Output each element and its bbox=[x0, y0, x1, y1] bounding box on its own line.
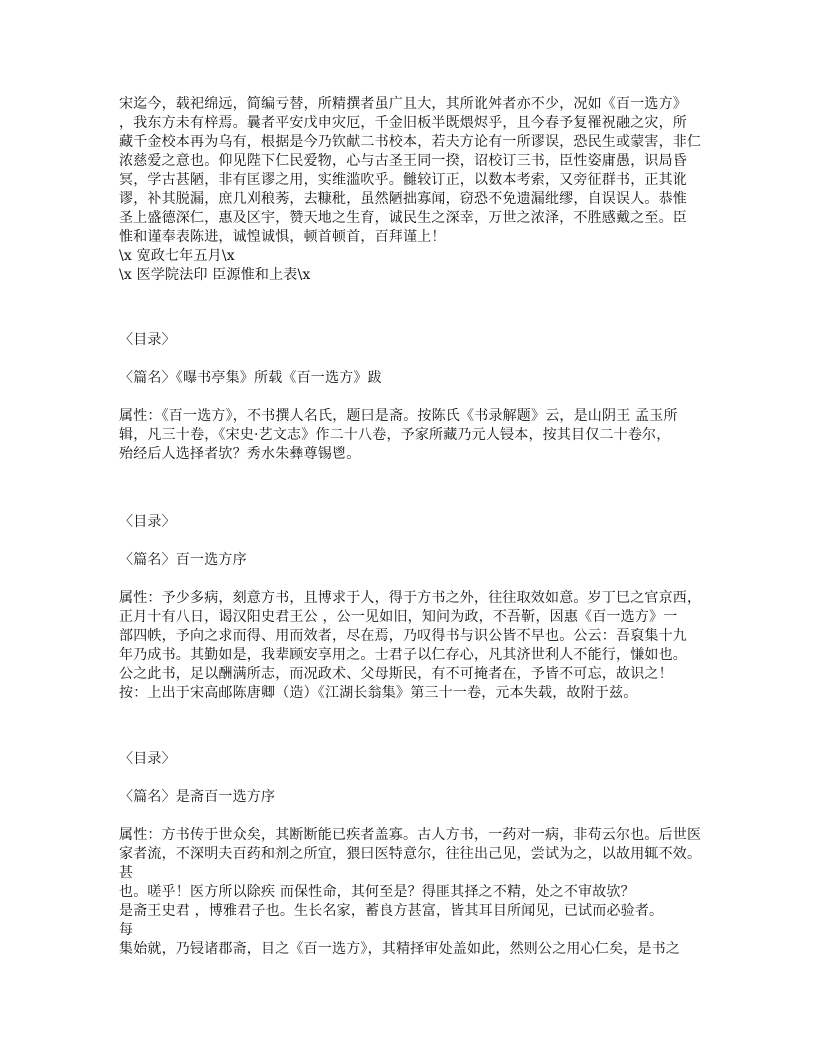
text-line: 家者流，不深明夫百药和剂之所宜，猥曰医特意尔，往往出己见，尝试为之，以故用辄不效。 bbox=[119, 846, 702, 862]
text-line: 藏千金校本再为乌有，根据是今乃钦献二书校本，若夫方论有一所谬误，恐民生或蒙害，非仁 bbox=[119, 134, 702, 150]
text-line: 正月十有八日，谒汉阳史君王公 ，公一见如旧，知问为政，不吾靳，因惠《百一选方》一 bbox=[119, 609, 678, 625]
text-line: 浓慈爱之意也。仰见陛下仁民爱物，心与古圣王同一揆，诏校订三书，臣性姿庸愚，识局昏 bbox=[119, 153, 687, 169]
text-line: 属性：予少多病，刻意方书，且博求于人，得于方书之外，往往取效如意。岁丁巳之官京西， bbox=[119, 590, 702, 606]
text-line: 是斋王史君 ，博雅君子也。生长名家，蓄良方甚富，皆其耳目所闻见，已试而必验者。 bbox=[119, 903, 664, 919]
text-line: 冥，学古甚陋，非有匡谬之用，实维滥吹乎。雠较订正，以数本考索，又旁征群书，正其讹 bbox=[119, 172, 687, 188]
toc-label: 〈目录〉 bbox=[119, 751, 176, 767]
text-line: 圣上盛德深仁，惠及区宇，赞天地之生育，诚民生之深幸，万世之浓泽，不胜感戴之至。臣 bbox=[119, 210, 687, 226]
text-line: 属性：方书传于世众矣，其断断能已疾者盖寡。古人方书，一药对一病，非苟云尔也。后世医 bbox=[119, 827, 702, 843]
text-line: 集始就，乃锓诸郡斋，目之《百一选方》，其精择审处盖如此，然则公之用心仁矣，是书之 bbox=[119, 941, 680, 957]
section-title: 〈篇名〉百一选方序 bbox=[119, 552, 247, 568]
text-line: 部四帙，予向之求而得、用而效者，尽在焉，乃叹得书与识公皆不早也。公云：吾裒集十九 bbox=[119, 628, 687, 644]
date-line: \x 宽政七年五月\x bbox=[119, 248, 235, 264]
text-line: 甚 bbox=[119, 865, 134, 881]
text-line: 宋迄今，载祀绵远，简编亏替，所精撰者虽广且大，其所讹舛者亦不少，况如《百一选方》 bbox=[119, 96, 687, 112]
signature-line: \x 医学院法印 臣源惟和上表\x bbox=[119, 267, 311, 283]
section-title: 〈篇名〉是斋百一选方序 bbox=[119, 789, 276, 805]
text-line: 年乃成书。其勤如是，我辈顾安享用之。士君子以仁存心，凡其济世利人不能行，慊如也。 bbox=[119, 647, 687, 663]
text-line: 谬，补其脱漏，庶几刈稂莠，去糠秕，虽然陋拙寡闻，窃恐不免遗漏纰缪，自误误人。恭惟 bbox=[119, 191, 687, 207]
text-line: 辑，凡三十卷，《宋史·艺文志》作二十八卷，予家所藏乃元人锓本，按其目仅二十卷尔， bbox=[119, 427, 671, 443]
text-line: 按：上出于宋高邮陈唐卿（造）《江湖长翁集》第三十一卷，元本失载，故附于兹。 bbox=[119, 685, 638, 701]
text-line: 属性：《百一选方》，不书撰人名氏，题曰是斋。按陈氏《书录解题》云，是山阴王 孟玉所 bbox=[119, 408, 678, 424]
toc-label: 〈目录〉 bbox=[119, 332, 176, 348]
section-body bbox=[119, 589, 719, 703]
document-page bbox=[119, 95, 719, 959]
text-line: 惟和谨奉表陈进，诚惶诚惧，顿首顿首，百拜谨上！ bbox=[119, 229, 446, 245]
section-title: 〈篇名〉《曝书亭集》所载《百一选方》跋 bbox=[119, 370, 382, 386]
text-line: ，我东方未有梓焉。曩者平安戊申灾厄，千金旧板半既煨烬乎，且今春予复罹祝融之灾，所 bbox=[119, 115, 687, 131]
text-line: 也。嗟乎！医方所以除疾 而保性命，其何至是？得匪其择之不精，处之不审故欤？ bbox=[119, 884, 635, 900]
memorial-text bbox=[119, 95, 719, 285]
text-line: 每 bbox=[119, 922, 134, 938]
text-line: 公之此书，足以酬满所志，而况政术、父母斯民，有不可掩者在，予皆不可忘，故识之！ bbox=[119, 666, 673, 682]
section-body bbox=[119, 826, 719, 959]
section-body bbox=[119, 407, 719, 464]
toc-label: 〈目录〉 bbox=[119, 514, 176, 530]
text-line: 殆经后人选择者欤？秀水朱彝尊锡鬯。 bbox=[119, 446, 361, 462]
